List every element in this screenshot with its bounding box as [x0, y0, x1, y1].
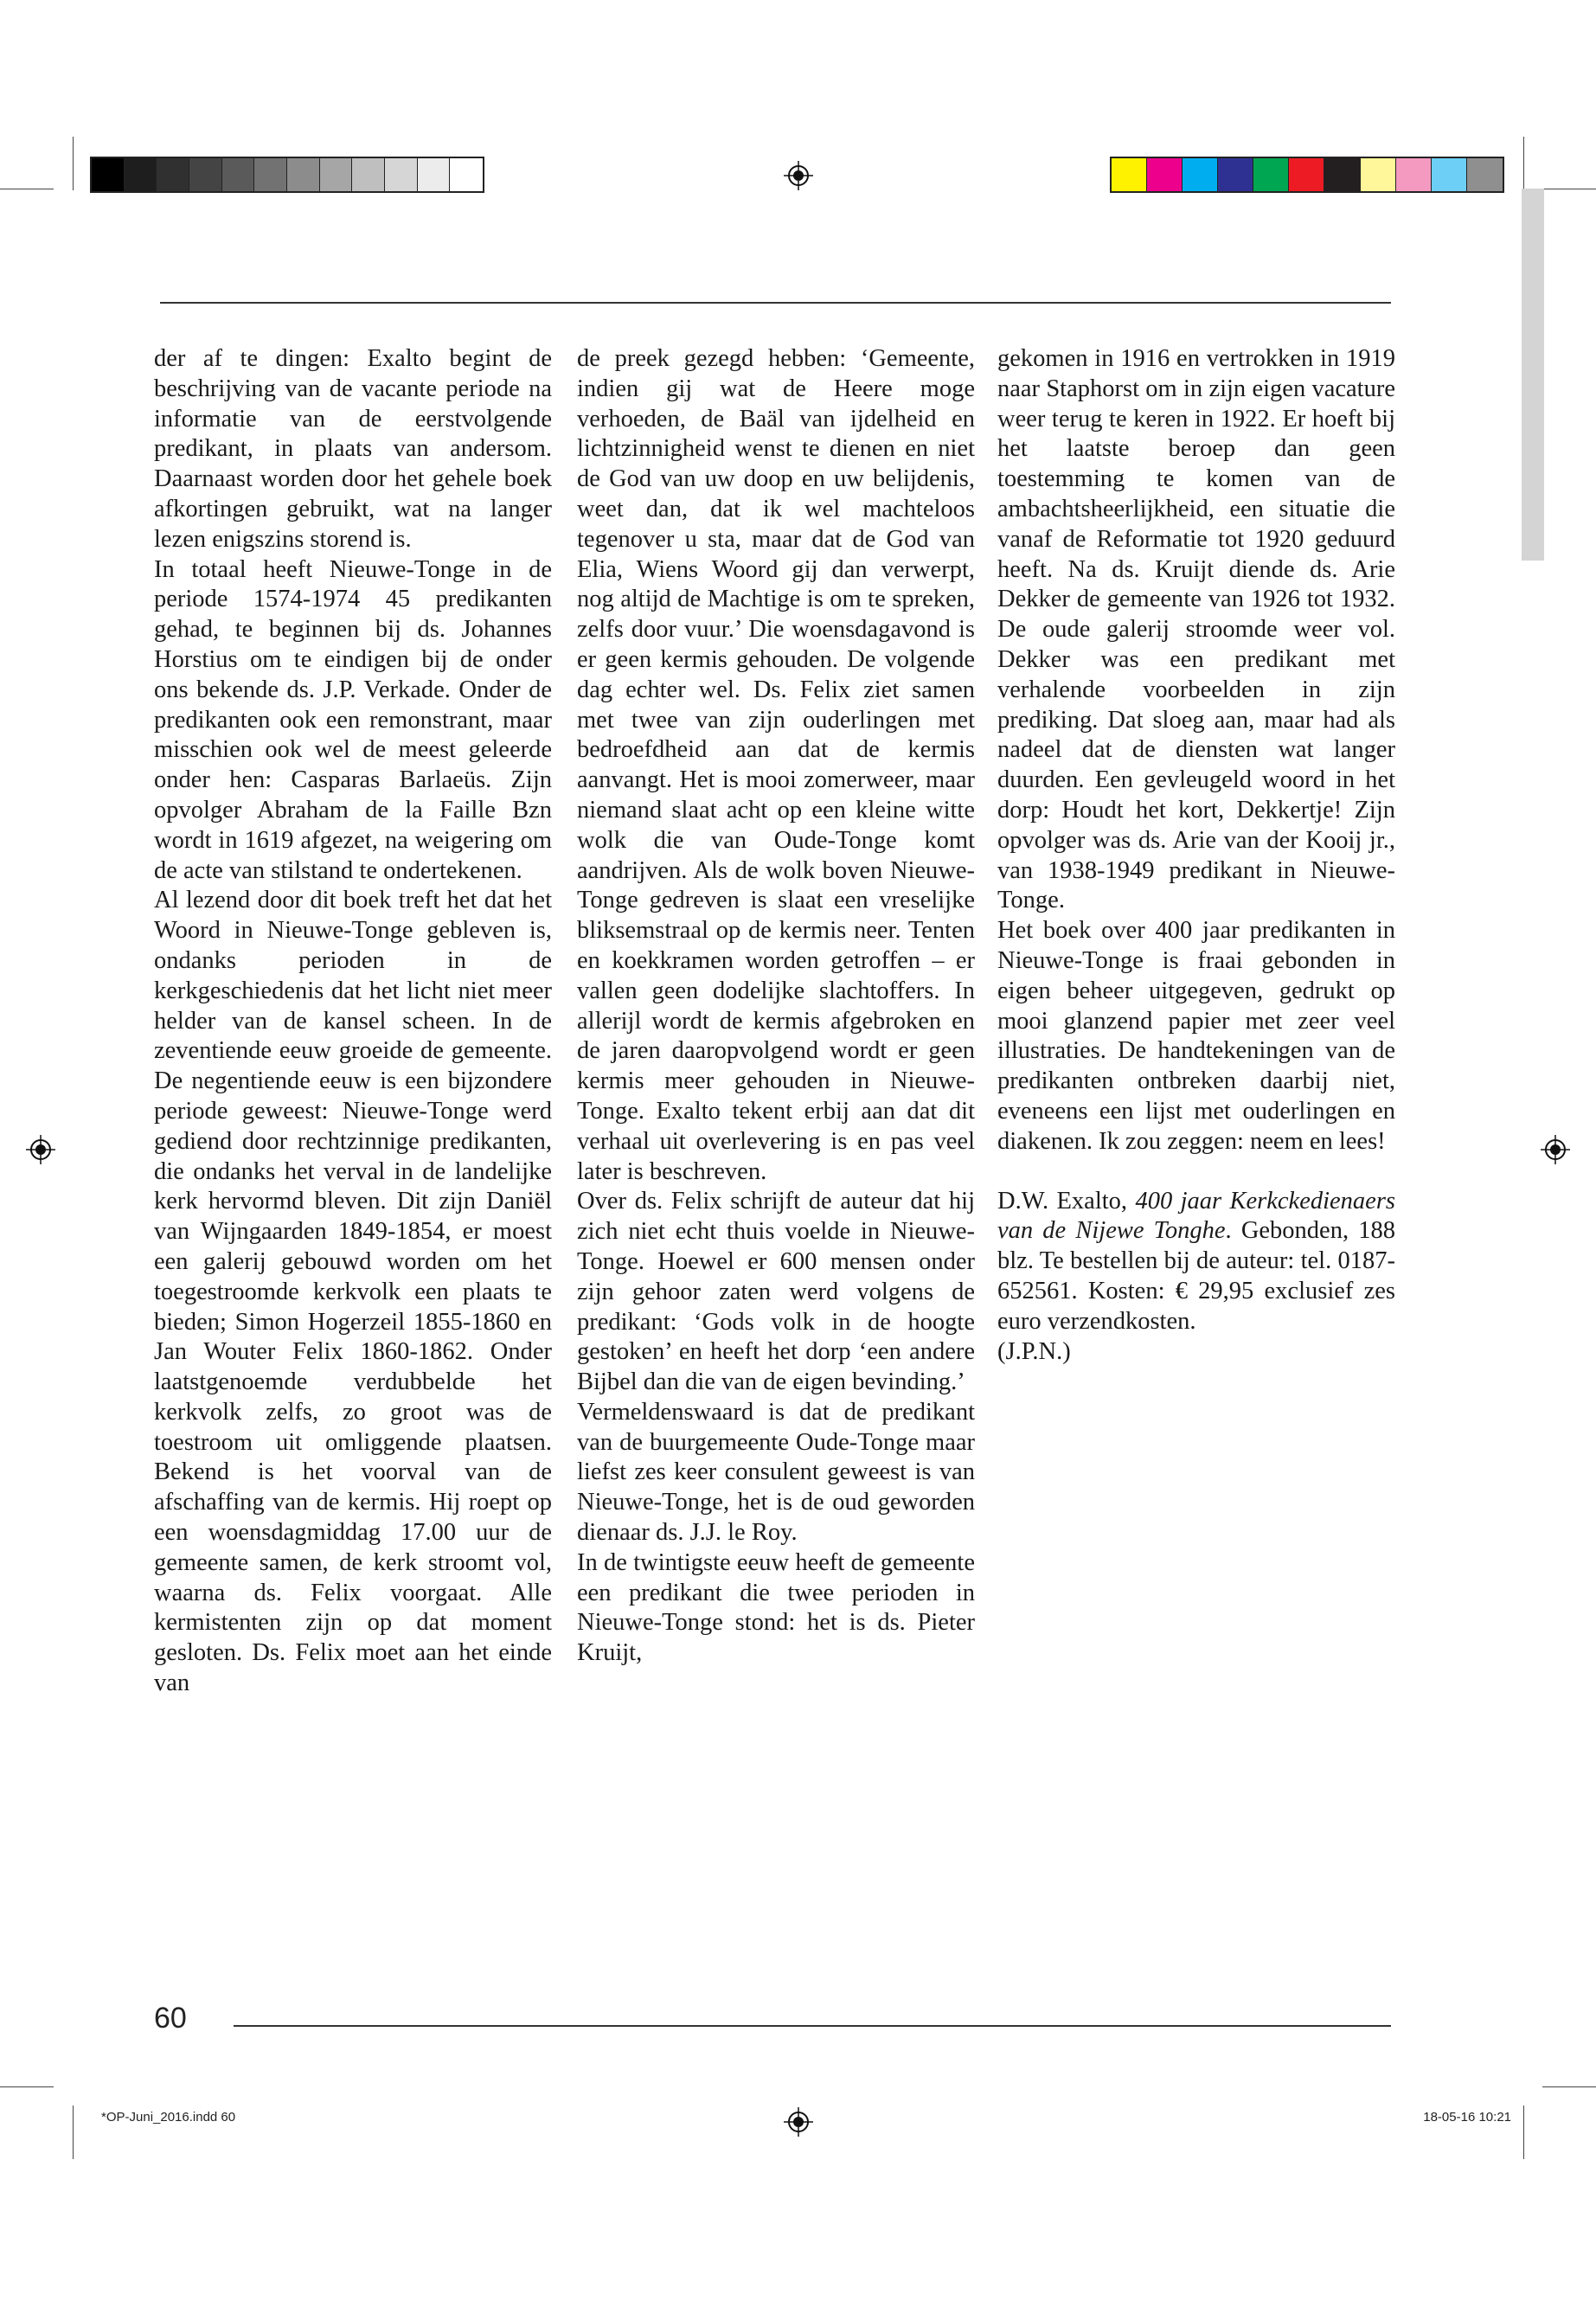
color-swatch — [1432, 158, 1467, 191]
side-tab-marker — [1522, 189, 1544, 561]
crop-mark — [1523, 2106, 1524, 2159]
color-swatch — [1289, 158, 1324, 191]
paragraph: Het boek over 400 jaar predikanten in Nieuwe-Tonge is fraai gebonden in eigen beheer uitgegeven, gedrukt op mooi glanzend papier met zeer veel illustraties. De handtekeningen van de predikanten ontbreken daarbij niet, eveneens een lijst met ouderlingen en diakenen. Ik zou zeggen: neem en lees! — [997, 917, 1395, 1155]
text-column-1 — [154, 344, 552, 1699]
color-swatch — [189, 158, 222, 191]
color-swatch — [92, 158, 125, 191]
color-swatch — [1218, 158, 1253, 191]
crop-mark — [73, 137, 74, 190]
page-number: 60 — [154, 2002, 187, 2035]
registration-mark-icon — [784, 2107, 813, 2137]
footer-rule — [234, 2025, 1391, 2027]
colophon-book-title: 400 jaar Kerkckedienaers van de Nijewe Tonghe — [997, 1187, 1396, 1245]
paragraph: In totaal heeft Nieuwe-Tonge in de periode 1574-1974 45 predikanten gehad, te beginnen bij ds. Johannes Horstius om te eindigen bij de onder ons bekende ds. J.P. Verkade. Onder de predikanten ook een remonstrant, maar misschien ook wel de meest geleerde onder hen: Casparas Barlaeüs. Zijn opvolger Abraham de la Faille Bzn wordt in 1619 afgezet, na weigering om de acte van stilstand te ondertekenen. — [154, 555, 552, 884]
color-swatch — [1396, 158, 1432, 191]
slug-filename: *OP-Juni_2016.indd 60 — [101, 2110, 236, 2125]
grayscale-color-bar — [90, 157, 484, 193]
color-swatch — [385, 158, 418, 191]
registration-mark-icon — [784, 161, 813, 190]
crop-mark — [0, 2086, 54, 2087]
book-colophon — [997, 1187, 1395, 1337]
color-swatch — [1361, 158, 1396, 191]
color-swatch — [125, 158, 157, 191]
paragraph: de preek gezegd hebben: ‘Gemeente, indien gij wat de Heere moge verhoeden, de Baäl van ijdelheid en lichtzinnigheid wenst te dienen en niet de God van uw doop en uw belijdenis, weet dan, dat ik wel machteloos tegenover u sta, maar dat de God van Elia, Wiens Woord gij dan verwerpt, nog altijd de Machtige is om te spreken, zelfs door vuur.’ Die woensdagavond is er geen kermis gehouden. De volgende dag echter wel. Ds. Felix ziet samen met twee van zijn ouderlingen met bedroefdheid aan dat de kermis aanvangt. Het is mooi zomerweer, maar niemand slaat acht op een kleine witte wolk die van Oude-Tonge komt aandrijven. Als de wolk boven Nieuwe-Tonge gedreven is slaat een vreselijke bliksemstraal op de kermis neer. Tenten en koekkramen worden getroffen – er vallen geen dodelijke slachtoffers. In allerijl wordt de kermis afgebroken en de jaren daaropvolgend wordt er geen kermis meer gehouden in Nieuwe-Tonge. Exalto tekent erbij aan dat dit verhaal uit overlevering is en pas veel later is beschreven. — [577, 345, 975, 1185]
reviewer-initials: (J.P.N.) — [997, 1337, 1071, 1365]
color-swatch — [320, 158, 353, 191]
slug-timestamp: 18-05-16 10:21 — [1423, 2110, 1511, 2125]
color-swatch — [1147, 158, 1183, 191]
color-swatch — [222, 158, 255, 191]
paragraph: Over ds. Felix schrijft de auteur dat hij zich niet echt thuis voelde in Nieuwe-Tonge. Hoewel er 600 mensen onder zijn gehoor zaten werd volgens de predikant: ‘Gods volk in de hoogte gestoken’ en heeft het dorp ‘een andere Bijbel dan die van de eigen bevinding.’ — [577, 1188, 975, 1396]
paragraph: Vermeldenswaard is dat de predikant van de buurgemeente Oude-Tonge maar liefst zes keer consulent geweest is van Nieuwe-Tonge, het is de oud geworden dienaar ds. J.J. le Roy. — [577, 1398, 975, 1547]
color-swatch — [1467, 158, 1503, 191]
paragraph: In de twintigste eeuw heeft de gemeente een predikant die twee perioden in Nieuwe-Tonge stond: het is ds. Pieter Kruijt, — [577, 1548, 975, 1667]
colophon-details: . Gebonden, 188 blz. Te bestellen bij de auteur: tel. 0187-652561. Kosten: € 29,95 exclusief zes euro verzendkosten. — [997, 1217, 1395, 1335]
color-swatch — [1112, 158, 1147, 191]
color-swatch — [352, 158, 385, 191]
color-swatch — [450, 158, 483, 191]
crop-mark — [73, 2106, 74, 2159]
color-swatch — [157, 158, 189, 191]
color-swatch — [1183, 158, 1218, 191]
paragraph: der af te dingen: Exalto begint de beschrijving van de vacante periode na informatie van de eerstvolgende predikant, in plaats van andersom. Daarnaast worden door het gehele boek afkortingen gebruikt, wat na langer lezen enigszins storend is. — [154, 345, 552, 553]
text-column-2 — [577, 344, 975, 1669]
process-color-bar — [1110, 157, 1504, 193]
paragraph: Al lezend door dit boek treft het dat het Woord in Nieuwe-Tonge gebleven is, ondanks perioden in de kerkgeschiedenis dat het licht niet meer helder van de kansel scheen. In de zeventiende eeuw groeide de gemeente. De negentiende eeuw is een bijzondere periode geweest: Nieuwe-Tonge werd gediend door rechtzinnige predikanten, die ondanks het verval in de landelijke kerk hervormd bleven. Dit zijn Daniël van Wijngaarden 1849-1854, er moest een galerij gebouwd worden om het toegestroomde kerkvolk een plaats te bieden; Simon Hogerzeil 1855-1860 en Jan Wouter Felix 1860-1862. Onder laatstgenoemde verdubbelde het kerkvolk zelfs, zo groot was de toestroom uit omliggende plaatsen. Bekend is het voorval van de afschaffing van de kermis. Hij roept op een woensdagmiddag 17.00 uur de gemeente samen, de kerk stroomt vol, waarna ds. Felix voorgaat. Alle kermistenten zijn op dat moment gesloten. Ds. Felix moet aan het einde van — [154, 887, 552, 1697]
colophon-author: D.W. Exalto, — [997, 1187, 1128, 1215]
color-swatch — [254, 158, 287, 191]
crop-mark — [1542, 2086, 1596, 2087]
color-swatch — [418, 158, 451, 191]
registration-mark-icon — [1541, 1135, 1570, 1164]
color-swatch — [1324, 158, 1360, 191]
crop-mark — [1523, 137, 1524, 190]
text-column-3 — [997, 344, 1395, 1367]
color-swatch — [287, 158, 320, 191]
header-rule — [160, 302, 1391, 304]
registration-mark-icon — [26, 1135, 55, 1164]
paragraph: gekomen in 1916 en vertrokken in 1919 naar Staphorst om in zijn eigen vacature weer terug te keren in 1922. Er hoeft bij het laatste beroep dan geen toestemming te komen van de ambachtsheerlijkheid, een situatie die vanaf de Reformatie tot 1920 geduurd heeft. Na ds. Kruijt diende ds. Arie Dekker de gemeente van 1926 tot 1932. De oude galerij stroomde weer vol. Dekker was een predikant met verhalende voorbeelden in zijn prediking. Dat sloeg aan, maar had als nadeel dat de diensten wat langer duurden. Een gevleugeld woord in het dorp: Houdt het kort, Dekkertje! Zijn opvolger was ds. Arie van der Kooij jr., van 1938-1949 predikant in Nieuwe-Tonge. — [997, 345, 1395, 914]
color-swatch — [1253, 158, 1289, 191]
